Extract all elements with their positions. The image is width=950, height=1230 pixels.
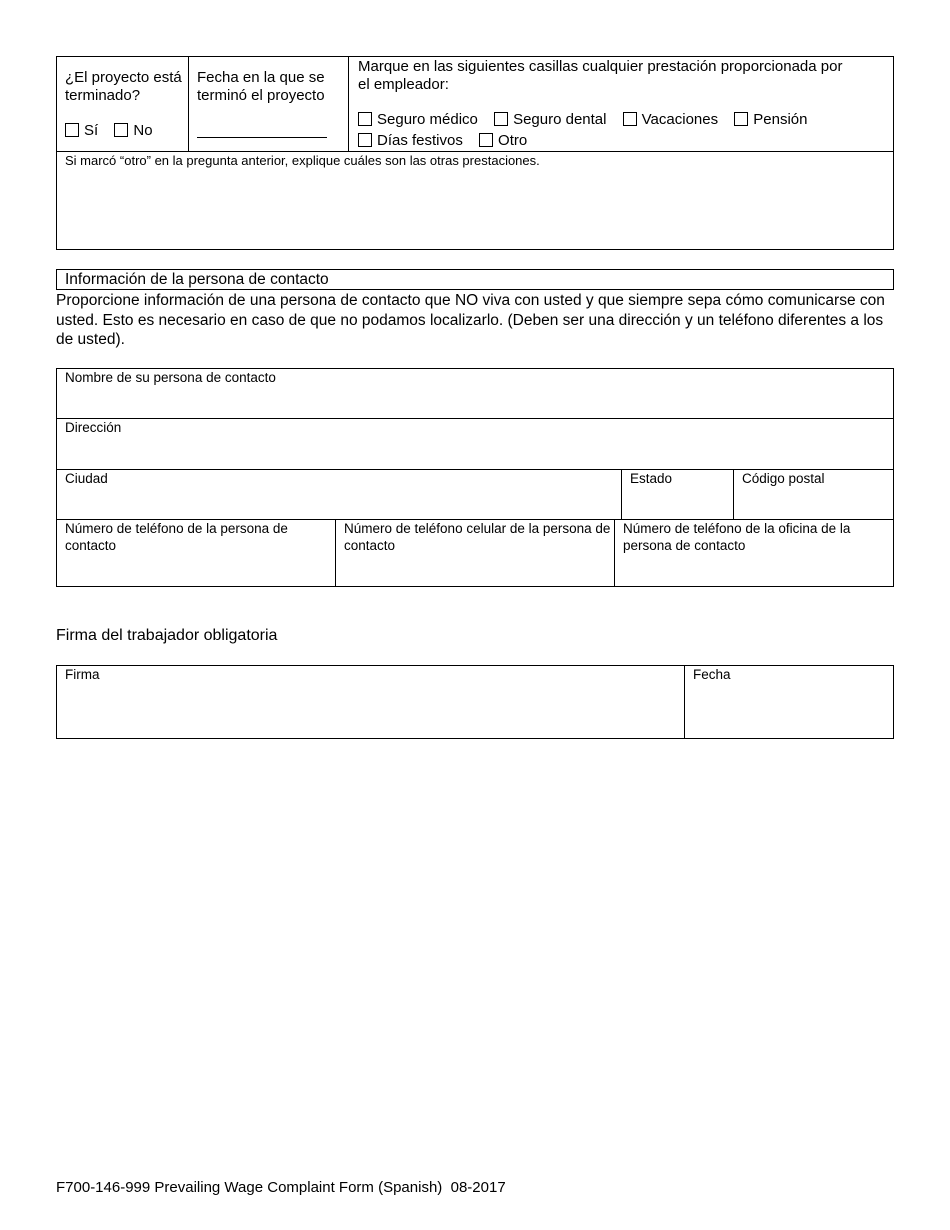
no-option[interactable] [114,122,152,140]
contact-section-title: Información de la persona de contacto [65,271,329,288]
cell-phone-label: Número de teléfono celular de la persona de contacto [344,521,611,553]
benefit-label: Seguro médico [377,111,478,128]
divider [56,418,894,419]
yes-option[interactable] [65,122,98,140]
contact-name-label: Nombre de su persona de contacto [65,370,276,385]
contact-instructions: Proporcione información de una persona de contacto que NO viva con usted y que siempre sepa cómo comunicarse con usted. Esto es necesario en caso de que no podamos localizarlo. (Deben ser una dirección y un teléfono diferentes a los de usted). [56,292,885,348]
health-checkbox[interactable] [358,112,372,126]
benefits-prompt: Marque en las siguientes casillas cualquier prestación proporcionada por el empleador: [358,58,843,93]
state-label: Estado [630,471,673,486]
divider [621,469,622,520]
zip-label: Código postal [742,471,825,486]
benefit-option-vacation[interactable] [623,111,718,129]
benefit-label: Otro [498,132,528,149]
dental-checkbox[interactable] [494,112,508,126]
holidays-checkbox[interactable] [358,133,372,147]
divider [56,469,894,470]
benefit-option-other[interactable] [479,132,527,150]
divider [348,56,349,152]
project-finished-options [65,122,165,140]
cell-phone-field[interactable] [337,555,612,585]
project-finished-question: ¿El proyecto está terminado? [65,69,182,104]
yes-checkbox[interactable] [65,123,79,137]
office-phone-field[interactable] [616,555,892,585]
divider [614,519,615,587]
divider [188,56,189,152]
other-explain-label: Si marcó “otro” en la pregunta anterior, explique cuáles son las otras prestaciones. [65,153,540,168]
benefit-label: Días festivos [377,132,463,149]
benefit-option-dental[interactable] [494,111,606,129]
divider [335,519,336,587]
benefit-label: Seguro dental [513,111,607,128]
vacation-checkbox[interactable] [623,112,637,126]
signature-date-field[interactable] [686,685,892,737]
benefit-option-health[interactable] [358,111,478,129]
city-label: Ciudad [65,471,108,486]
contact-name-field[interactable] [58,388,892,417]
benefits-row-2 [358,132,539,150]
no-label: No [133,122,153,139]
other-explain-field[interactable] [58,172,892,248]
no-checkbox[interactable] [114,123,128,137]
city-field[interactable] [58,489,619,518]
office-phone-label: Número de teléfono de la oficina de la persona de contacto [623,521,851,553]
form-id-footer: F700-146-999 Prevailing Wage Complaint Form (Spanish) 08-2017 [56,1179,506,1196]
address-label: Dirección [65,420,122,435]
signature-label: Firma [65,667,100,682]
signature-section-title: Firma del trabajador obligatoria [56,627,278,644]
divider [56,151,894,152]
other-checkbox[interactable] [479,133,493,147]
divider [684,665,685,739]
yes-label: Sí [84,122,99,139]
phone-field[interactable] [58,555,333,585]
benefit-label: Vacaciones [641,111,719,128]
end-date-label: Fecha en la que se terminó el proyecto [197,69,325,104]
end-date-field[interactable] [197,137,327,138]
zip-field[interactable] [735,489,892,518]
pension-checkbox[interactable] [734,112,748,126]
divider [56,519,894,520]
signature-date-label: Fecha [693,667,731,682]
state-field[interactable] [623,489,731,518]
benefit-label: Pensión [753,111,808,128]
benefits-row-1 [358,111,819,129]
benefit-option-pension[interactable] [734,111,807,129]
benefit-option-holidays[interactable] [358,132,463,150]
address-field[interactable] [58,438,892,467]
divider [733,469,734,520]
signature-field[interactable] [58,685,682,737]
phone-label: Número de teléfono de la persona de contacto [65,521,288,553]
